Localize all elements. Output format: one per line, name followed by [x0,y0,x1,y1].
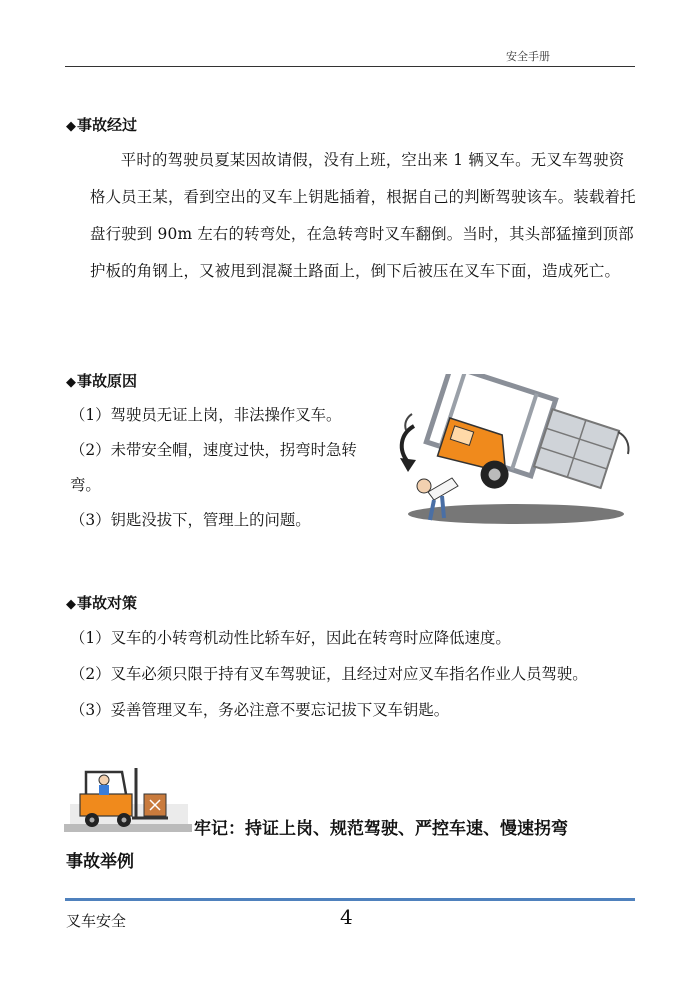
list-item: （2）叉车必须只限于持有叉车驾驶证，且经过对应叉车指名作业人员驾驶。 [70,665,588,683]
diamond-bullet-icon: ◆ [66,597,76,612]
header-rule [65,66,635,67]
footer-rule [65,898,635,901]
list-item: （3）钥匙没拔下，管理上的问题。 [70,511,311,529]
heading-accident-process [66,114,137,135]
slogan-line: 牢记：持证上岗、规范驾驶、严控车速、慢速拐弯 [194,819,568,839]
countermeasures-list [70,620,588,728]
heading-countermeasures [66,592,137,613]
page-number: 4 [340,905,353,929]
heading-text: 事故原因 [77,372,138,390]
causes-list [70,398,370,538]
footer-title: 叉车安全 [66,912,127,930]
accident-example-heading: 事故举例 [66,852,134,872]
diamond-bullet-icon: ◆ [66,375,76,390]
list-item: （2）未带安全帽，速度过快，拐弯时急转弯。 [70,441,357,494]
list-item: （3）妥善管理叉车，务必注意不要忘记拔下叉车钥匙。 [70,701,450,719]
heading-text: 事故经过 [77,116,138,134]
heading-accident-causes [66,370,137,391]
list-item: （1）驾驶员无证上岗，非法操作叉车。 [70,406,342,424]
list-item: （1）叉车的小转弯机动性比轿车好，因此在转弯时应降低速度。 [70,629,511,647]
accident-process-paragraph: 平时的驾驶员夏某因故请假，没有上班，空出来 1 辆叉车。无叉车驾驶资格人员王某，看到空出的叉车上钥匙插着，根据自己的判断驾驶该车。装载着托盘行驶到 90m 左右的转弯处，在急转弯时叉车翻倒。当时，其头部猛撞到顶部护板的角钢上，又被甩到混凝土路面上，倒下后被压在叉车下面，造成死亡。 [90,151,636,280]
heading-text: 事故对策 [77,594,138,612]
forklift-icon [64,764,192,836]
diamond-bullet-icon: ◆ [66,119,76,134]
tipping-forklift-illustration [386,374,638,534]
running-header: 安全手册 [506,50,550,63]
